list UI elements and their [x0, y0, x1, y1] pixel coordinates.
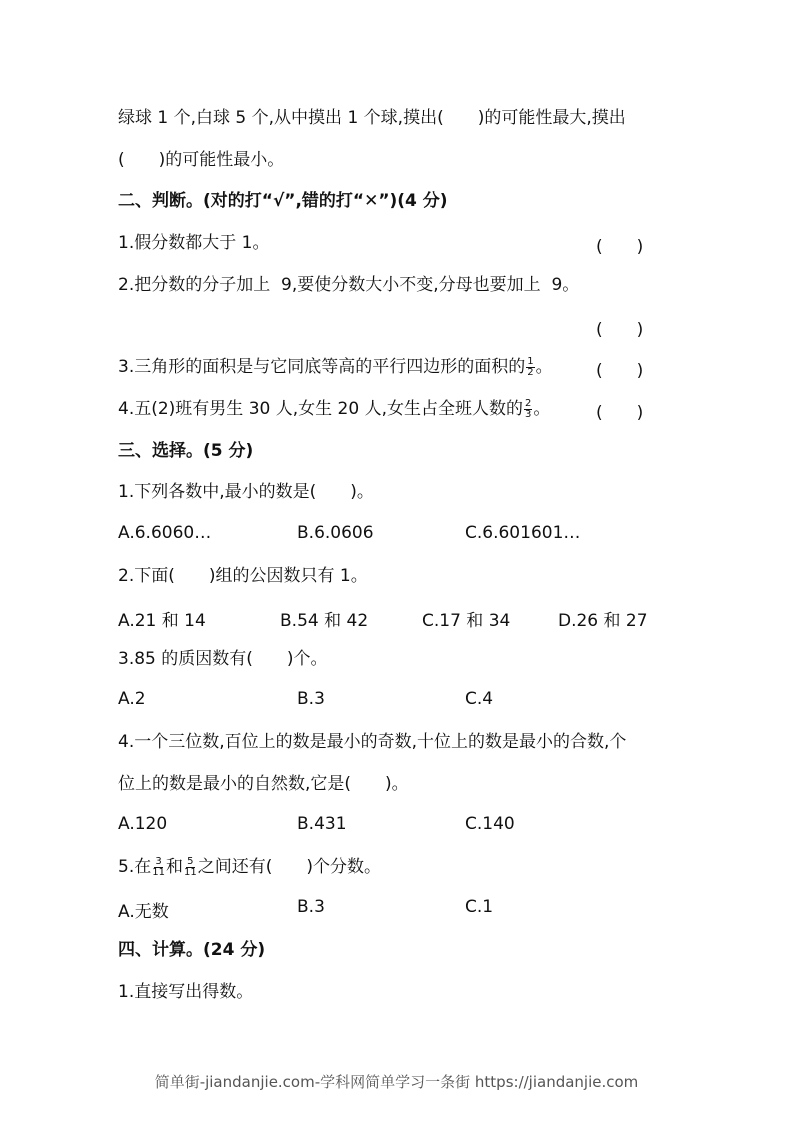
numerator: 5: [187, 855, 194, 867]
intro-line-1: 绿球 1 个,白球 5 个,从中摸出 1 个球,摸出( )的可能性最大,摸出: [118, 108, 626, 128]
calc-q1: 1.直接写出得数。: [118, 982, 254, 1002]
choice-q1-option-b[interactable]: B.6.0606: [297, 523, 374, 543]
judge-q3-answer[interactable]: ( ): [596, 361, 644, 381]
choice-q1: 1.下列各数中,最小的数是( )。: [118, 482, 374, 502]
denominator: 2: [527, 366, 534, 378]
choice-q2-option-a[interactable]: A.21 和 14: [118, 611, 206, 631]
period: 。: [535, 357, 553, 377]
choice-q5-option-a[interactable]: A.无数: [118, 902, 169, 922]
choice-q2-option-d[interactable]: D.26 和 27: [558, 611, 648, 631]
choice-q3: 3.85 的质因数有( )个。: [118, 649, 328, 669]
denominator: 3: [525, 408, 532, 420]
section-2-title: 二、判断。(对的打“√”,错的打“✕”)(4 分): [118, 191, 448, 211]
choice-q4-line-1: 4.一个三位数,百位上的数是最小的奇数,十位上的数是最小的合数,个: [118, 732, 627, 752]
choice-q2-option-c[interactable]: C.17 和 34: [422, 611, 511, 631]
choice-q2: 2.下面( )组的公因数只有 1。: [118, 566, 368, 586]
choice-q5-text: 之间还有( )个分数。: [197, 857, 381, 877]
fraction: [152, 857, 165, 878]
footer-watermark: 简单街-jiandanjie.com-学科网简单学习一条街 https://jiandanjie.com: [154, 1073, 639, 1091]
judge-q1: 1.假分数都大于 1。: [118, 233, 270, 253]
section-3-title: 三、选择。(5 分): [118, 441, 254, 461]
denominator: 11: [152, 866, 165, 878]
choice-q4-line-2: 位上的数是最小的自然数,它是( )。: [118, 774, 409, 794]
choice-q2-option-b[interactable]: B.54 和 42: [280, 611, 369, 631]
denominator: 11: [183, 866, 197, 878]
fraction: [184, 857, 197, 878]
choice-q4-option-b[interactable]: B.431: [297, 814, 347, 834]
choice-q3-option-a[interactable]: A.2: [118, 689, 146, 709]
judge-q2: 2.把分数的分子加上 9,要使分数大小不变,分母也要加上 9。: [118, 275, 580, 295]
choice-q5: [118, 856, 381, 878]
choice-q5-text: 和: [165, 857, 183, 877]
choice-q1-option-a[interactable]: A.6.6060…: [118, 523, 212, 543]
choice-q5-text: 5.在: [118, 857, 152, 877]
choice-q5-option-b[interactable]: B.3: [297, 897, 325, 917]
choice-q4-option-a[interactable]: A.120: [118, 814, 168, 834]
numerator: 3: [155, 855, 162, 867]
choice-q4-option-c[interactable]: C.140: [465, 814, 515, 834]
section-4-title: 四、计算。(24 分): [118, 940, 266, 960]
judge-q4-text: 4.五(2)班有男生 30 人,女生 20 人,女生占全班人数的: [118, 399, 523, 419]
judge-q1-answer[interactable]: ( ): [596, 237, 644, 257]
choice-q3-option-c[interactable]: C.4: [465, 689, 494, 709]
fraction: [526, 357, 534, 378]
fraction: [524, 399, 532, 420]
numerator: 1: [527, 355, 534, 367]
choice-q5-option-c[interactable]: C.1: [465, 897, 494, 917]
judge-q2-answer[interactable]: ( ): [596, 320, 644, 340]
judge-q4-answer[interactable]: ( ): [596, 403, 644, 423]
judge-q3: [118, 356, 553, 378]
judge-q4: [118, 398, 550, 420]
period: 。: [533, 399, 551, 419]
numerator: 2: [525, 397, 532, 409]
judge-q3-text: 3.三角形的面积是与它同底等高的平行四边形的面积的: [118, 357, 526, 377]
intro-line-2: ( )的可能性最小。: [118, 150, 285, 170]
choice-q1-option-c[interactable]: C.6.601601…: [465, 523, 581, 543]
choice-q3-option-b[interactable]: B.3: [297, 689, 325, 709]
